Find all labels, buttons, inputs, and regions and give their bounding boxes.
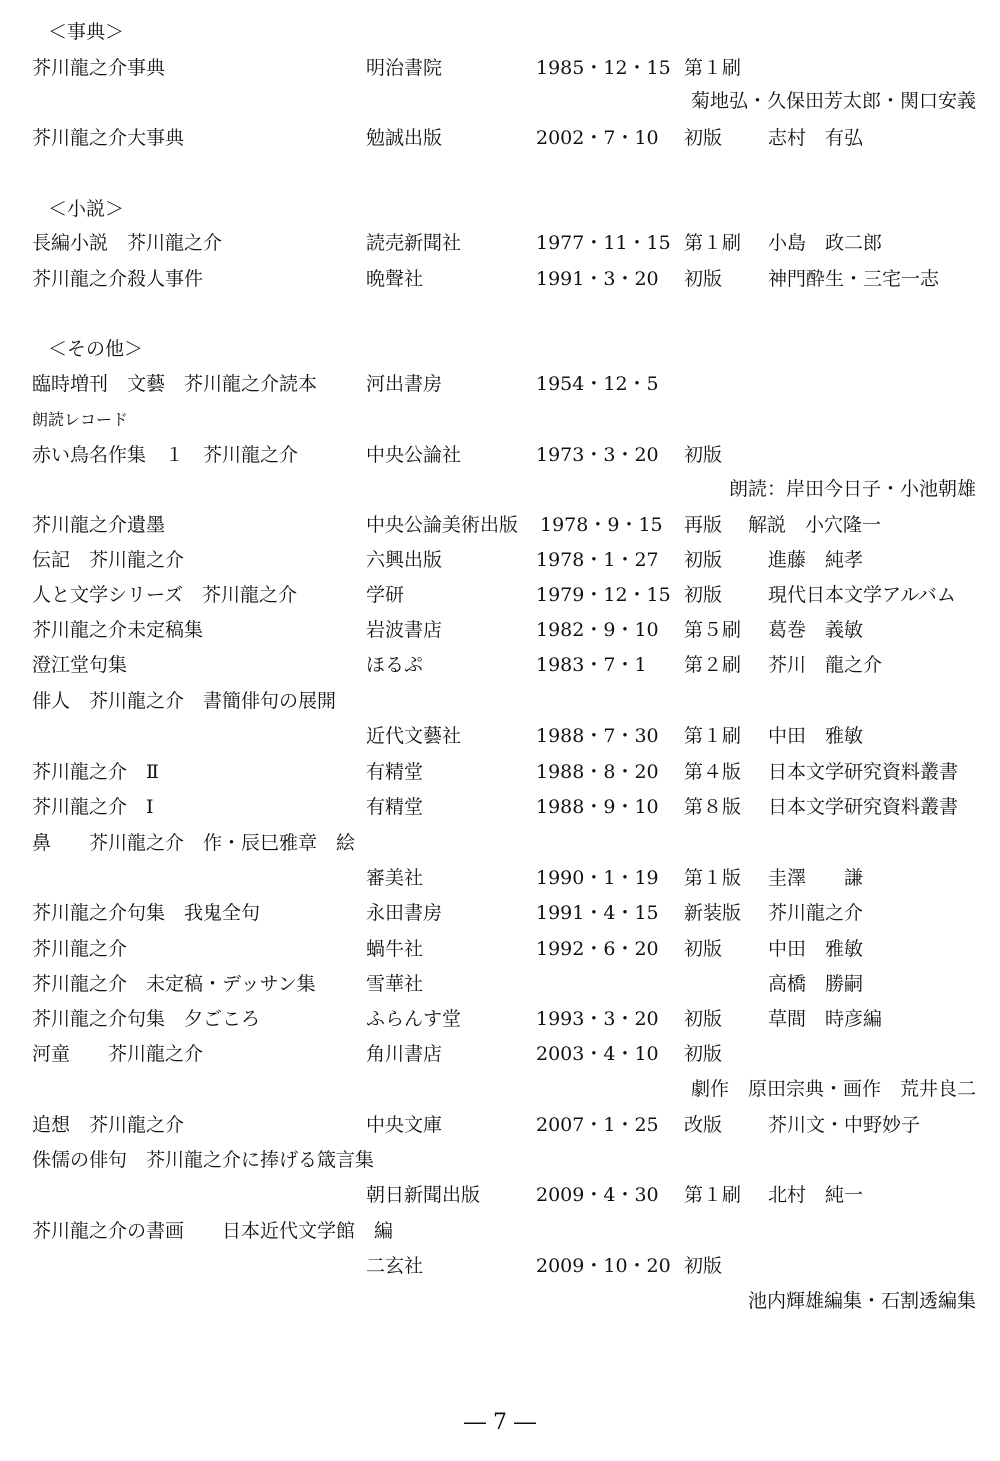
entry-name: 北村 純一 (768, 1184, 864, 1206)
entry-note: 池内輝雄編集・石割透編集 (747, 1290, 976, 1312)
entry-date: 1979・12・15 (536, 584, 671, 606)
entry-title: 臨時増刊 文藝 芥川龍之介読本 (32, 373, 318, 395)
entry-row (0, 615, 1000, 645)
entry-publisher: 有精堂 (366, 796, 424, 818)
entry-row (0, 686, 1000, 716)
entry-row (0, 757, 1000, 787)
entry-edition: 初版 (684, 1008, 723, 1030)
entry-note: 劇作 原田宗典・画作 荒井良二 (690, 1078, 976, 1100)
entry-publisher: 勉誠出版 (366, 127, 443, 149)
entry-publisher: 審美社 (366, 867, 424, 889)
entry-edition: 第１刷 (684, 725, 742, 747)
entry-name: 葛巻 義敏 (768, 619, 864, 641)
entry-publisher: 雪華社 (366, 973, 424, 995)
section-label: ＜その他＞ (48, 338, 144, 360)
entry-note: 朗読：岸田今日子・小池朝雄 (728, 478, 976, 500)
entry-edition: 再版 (684, 514, 723, 536)
entry-title: 芥川龍之介句集 夕ごころ (32, 1008, 261, 1030)
entry-edition: 第１刷 (684, 1184, 742, 1206)
entry-date: 2009・10・20 (536, 1255, 671, 1277)
entry-title: 芥川龍之介 (32, 938, 128, 960)
entry-edition: 初版 (684, 268, 723, 290)
entry-publisher: 角川書店 (366, 1043, 443, 1065)
entry-publisher: 岩波書店 (366, 619, 443, 641)
entry-publisher: 晩聲社 (366, 268, 424, 290)
entry-row (0, 405, 1000, 435)
entry-title: 芥川龍之介 Ⅱ (32, 761, 159, 783)
entry-edition: 初版 (684, 444, 723, 466)
entry-note: 菊地弘・久保田芳太郎・関口安義 (690, 90, 976, 112)
entry-name: 小島 政二郎 (768, 232, 883, 254)
entry-row (0, 1145, 1000, 1175)
entry-note-row (0, 1074, 1000, 1104)
entry-title: 芥川龍之介事典 (32, 57, 166, 79)
section-label: ＜小説＞ (48, 198, 125, 220)
entry-row (0, 650, 1000, 680)
entry-date: 2009・4・30 (536, 1184, 659, 1206)
entry-name: 中田 雅敏 (768, 938, 864, 960)
entry-publisher: 中央公論美術出版 (366, 514, 519, 536)
entry-date: 1954・12・5 (536, 373, 659, 395)
entry-edition: 第１刷 (684, 232, 742, 254)
section-heading-shosetsu (0, 194, 1000, 224)
page-number: ― 7 ― (464, 1410, 536, 1435)
entry-name: 解説 小穴隆一 (748, 514, 882, 536)
entry-publisher: 中央文庫 (366, 1114, 443, 1136)
entry-name: 草間 時彦編 (768, 1008, 883, 1030)
entry-date: 1973・3・20 (536, 444, 659, 466)
section-heading-sonota (0, 334, 1000, 364)
entry-date: 1982・9・10 (536, 619, 659, 641)
entry-name: 芥川文・中野妙子 (768, 1114, 921, 1136)
entry-name: 中田 雅敏 (768, 725, 864, 747)
entry-title: 伝記 芥川龍之介 (32, 549, 185, 571)
entry-publisher: 二玄社 (366, 1255, 424, 1277)
entry-row (0, 1110, 1000, 1140)
entry-date: 1985・12・15 (536, 57, 671, 79)
entry-note-row (0, 86, 1000, 116)
entry-edition: 初版 (684, 1255, 723, 1277)
entry-title: 芥川龍之介句集 我鬼全句 (32, 902, 261, 924)
section-label: ＜事典＞ (48, 21, 125, 43)
entry-date: 1978・9・15 (540, 514, 663, 536)
entry-date: 1992・6・20 (536, 938, 659, 960)
entry-row (0, 228, 1000, 258)
entry-row (0, 1004, 1000, 1034)
entry-title: 芥川龍之介殺人事件 (32, 268, 204, 290)
entry-publisher: ほるぷ (366, 654, 424, 676)
entry-row (0, 898, 1000, 928)
entry-name: 神門酔生・三宅一志 (768, 268, 940, 290)
entry-title: 赤い鳥名作集 １ 芥川龍之介 (32, 444, 299, 466)
entry-row (0, 934, 1000, 964)
entry-name: 高橋 勝嗣 (768, 973, 864, 995)
entry-edition: 新装版 (684, 902, 742, 924)
entry-date: 1991・4・15 (536, 902, 659, 924)
entry-edition: 初版 (684, 938, 723, 960)
entry-publisher: 朝日新聞出版 (366, 1184, 481, 1206)
entry-publisher: 河出書房 (366, 373, 443, 395)
entry-date: 2002・7・10 (536, 127, 659, 149)
entry-row (0, 863, 1000, 893)
entry-row (0, 969, 1000, 999)
entry-title: 芥川龍之介の書画 日本近代文学館 編 (32, 1220, 394, 1242)
entry-title: 朗読レコード (32, 410, 129, 429)
entry-title: 芥川龍之介大事典 (32, 127, 185, 149)
entry-date: 1983・7・1 (536, 654, 647, 676)
entry-publisher: 永田書房 (366, 902, 443, 924)
entry-row (0, 828, 1000, 858)
entry-name: 現代日本文学アルバム (768, 584, 956, 606)
entry-edition: 初版 (684, 584, 723, 606)
entry-edition: 第５刷 (684, 619, 742, 641)
entry-edition: 初版 (684, 127, 723, 149)
entry-title: 侏儒の俳句 芥川龍之介に捧げる箴言集 (32, 1149, 375, 1171)
entry-title: 芥川龍之介未定稿集 (32, 619, 204, 641)
entry-name: 芥川 龍之介 (768, 654, 883, 676)
entry-row (0, 53, 1000, 83)
entry-edition: 初版 (684, 549, 723, 571)
entry-title: 芥川龍之介 未定稿・デッサン集 (32, 973, 316, 995)
entry-date: 1988・7・30 (536, 725, 659, 747)
entry-edition: 初版 (684, 1043, 723, 1065)
entry-date: 2007・1・25 (536, 1114, 659, 1136)
entry-title: 追想 芥川龍之介 (32, 1114, 185, 1136)
entry-title: 俳人 芥川龍之介 書簡俳句の展開 (32, 690, 337, 712)
entry-name: 日本文学研究資料叢書 (768, 796, 959, 818)
entry-row (0, 721, 1000, 751)
entry-edition: 第４版 (684, 761, 742, 783)
entry-date: 1991・3・20 (536, 268, 659, 290)
entry-title: 河童 芥川龍之介 (32, 1043, 204, 1065)
entry-publisher: 近代文藝社 (366, 725, 462, 747)
entry-title: 鼻 芥川龍之介 作・辰巳雅章 絵 (32, 832, 356, 854)
entry-date: 2003・4・10 (536, 1043, 659, 1065)
entry-publisher: 六興出版 (366, 549, 443, 571)
entry-name: 芥川龍之介 (768, 902, 864, 924)
entry-date: 1993・3・20 (536, 1008, 659, 1030)
entry-edition: 第１刷 (684, 57, 742, 79)
entry-name: 圭澤 謙 (768, 867, 864, 889)
section-heading-jiten (0, 17, 1000, 47)
entry-publisher: 読売新聞社 (366, 232, 462, 254)
entry-row (0, 545, 1000, 575)
entry-edition: 第８版 (684, 796, 742, 818)
entry-publisher: 中央公論社 (366, 444, 462, 466)
entry-note-row (0, 474, 1000, 504)
entry-date: 1988・8・20 (536, 761, 659, 783)
entry-row (0, 1039, 1000, 1069)
entry-publisher: 学研 (366, 584, 405, 606)
entry-name: 志村 有弘 (768, 127, 864, 149)
entry-row (0, 123, 1000, 153)
entry-name: 日本文学研究資料叢書 (768, 761, 959, 783)
entry-row (0, 1216, 1000, 1246)
entry-date: 1978・1・27 (536, 549, 659, 571)
entry-date: 1977・11・15 (536, 232, 671, 254)
entry-row (0, 440, 1000, 470)
entry-edition: 第２刷 (684, 654, 742, 676)
entry-publisher: 有精堂 (366, 761, 424, 783)
entry-row (0, 264, 1000, 294)
entry-date: 1988・9・10 (536, 796, 659, 818)
entry-date: 1990・1・19 (536, 867, 659, 889)
entry-publisher: 明治書院 (366, 57, 443, 79)
entry-row (0, 1180, 1000, 1210)
entry-title: 芥川龍之介遺墨 (32, 514, 166, 536)
entry-title: 澄江堂句集 (32, 654, 128, 676)
entry-title: 人と文学シリーズ 芥川龍之介 (32, 584, 298, 606)
entry-row (0, 580, 1000, 610)
entry-title: 長編小説 芥川龍之介 (32, 232, 223, 254)
entry-edition: 第１版 (684, 867, 742, 889)
entry-publisher: 蝸牛社 (366, 938, 424, 960)
entry-row (0, 1251, 1000, 1281)
entry-title: 芥川龍之介 Ⅰ (32, 796, 154, 818)
entry-note-row (0, 1286, 1000, 1316)
entry-row (0, 369, 1000, 399)
entry-edition: 改版 (684, 1114, 723, 1136)
entry-name: 進藤 純孝 (768, 549, 864, 571)
entry-row (0, 510, 1000, 540)
entry-publisher: ふらんす堂 (366, 1008, 462, 1030)
entry-row (0, 792, 1000, 822)
